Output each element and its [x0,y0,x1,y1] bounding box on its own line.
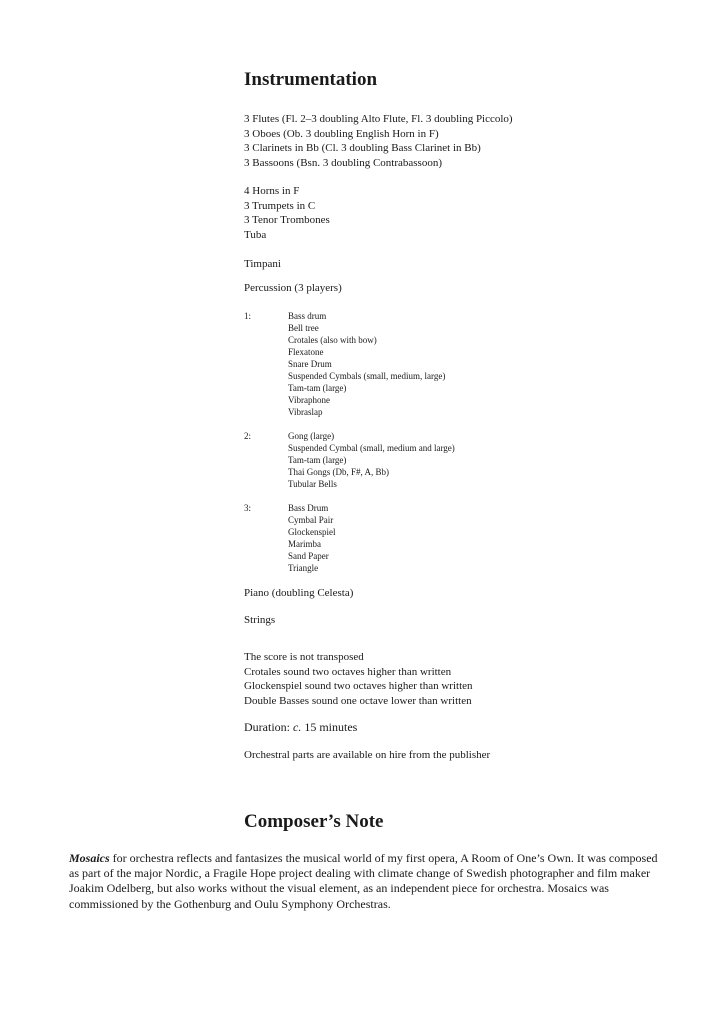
note-line: Crotales sound two octaves higher than written [244,665,452,678]
player-instruments [288,430,455,490]
percussion-item: Sand Paper [288,551,329,561]
percussion-heading: Percussion (3 players) [244,282,342,294]
woodwinds-list [244,112,704,170]
percussion-item: Thai Gongs (Db, F#, A, Bb) [288,467,389,477]
instrumentation-heading: Instrumentation [244,69,378,90]
percussion-item: Triangle [288,563,319,573]
parts-note: Orchestral parts are available on hire from the publisher [244,749,491,761]
percussion-item: Vibraphone [288,395,330,405]
percussion-item: Bass drum [288,311,327,321]
instrument-line: Tuba [244,228,267,241]
percussion-item: Tubular Bells [288,479,337,489]
composers-note-heading: Composer’s Note [244,811,384,832]
duration-value: 15 minutes [301,720,358,734]
percussion-item: Vibraslap [288,407,323,417]
percussion-item: Suspended Cymbals (small, medium, large) [288,371,446,381]
percussion-item: Glockenspiel [288,527,336,537]
composers-note-body [69,851,669,912]
instrument-line: 3 Trumpets in C [244,199,316,212]
percussion-item: Tam-tam (large) [288,455,347,465]
brass-list [244,184,704,242]
player-instruments [288,310,445,418]
percussion-item: Snare Drum [288,359,332,369]
instrument-line: 3 Bassoons (Bsn. 3 doubling Contrabassoon) [244,156,442,169]
note-line: Glockenspiel sound two octaves higher than written [244,680,473,693]
note-line: The score is not transposed [244,651,364,663]
note-line: Double Basses sound one octave lower than written [244,694,472,707]
percussion-item: Crotales (also with bow) [288,335,377,345]
transposition-notes [244,650,704,708]
instrument-line: 3 Oboes (Ob. 3 doubling English Horn in F) [244,127,439,140]
work-title: Mosaics [69,851,110,865]
percussion-item: Bass Drum [288,503,329,513]
instrument-line: 3 Flutes (Fl. 2–3 doubling Alto Flute, Fl. 3 doubling Piccolo) [244,113,513,125]
percussion-item: Flexatone [288,347,324,357]
player-number: 1: [244,311,252,321]
player-number: 3: [244,503,252,513]
percussion-item: Cymbal Pair [288,515,334,525]
duration-label: Duration: [244,720,293,734]
timpani-line: Timpani [244,258,281,270]
instrument-line: 4 Horns in F [244,185,300,197]
player-number: 2: [244,431,252,441]
percussion-item: Tam-tam (large) [288,383,347,393]
duration-circa: c. [293,720,302,734]
piano-line: Piano (doubling Celesta) [244,587,354,599]
duration-line [244,720,704,735]
percussion-item: Marimba [288,539,321,549]
instrument-line: 3 Clarinets in Bb (Cl. 3 doubling Bass Clarinet in Bb) [244,142,481,155]
percussion-item: Bell tree [288,323,319,333]
instrument-line: 3 Tenor Trombones [244,214,330,227]
strings-line: Strings [244,614,276,626]
note-text: for orchestra reflects and fantasizes the musical world of my first opera, A Room of One’s Own. It was composed as part of the major Nordic, a Fragile Hope project dealing with climate change of Swedish photographer and film maker Joakim Odelberg, but also works without the visual element, as an independent piece for orchestra. Mosaics was commissioned by the Gothenburg and Oulu Symphony Orchestras. [69,851,658,911]
percussion-item: Gong (large) [288,431,335,441]
percussion-item: Suspended Cymbal (small, medium and large) [288,443,455,453]
player-instruments [288,502,336,574]
